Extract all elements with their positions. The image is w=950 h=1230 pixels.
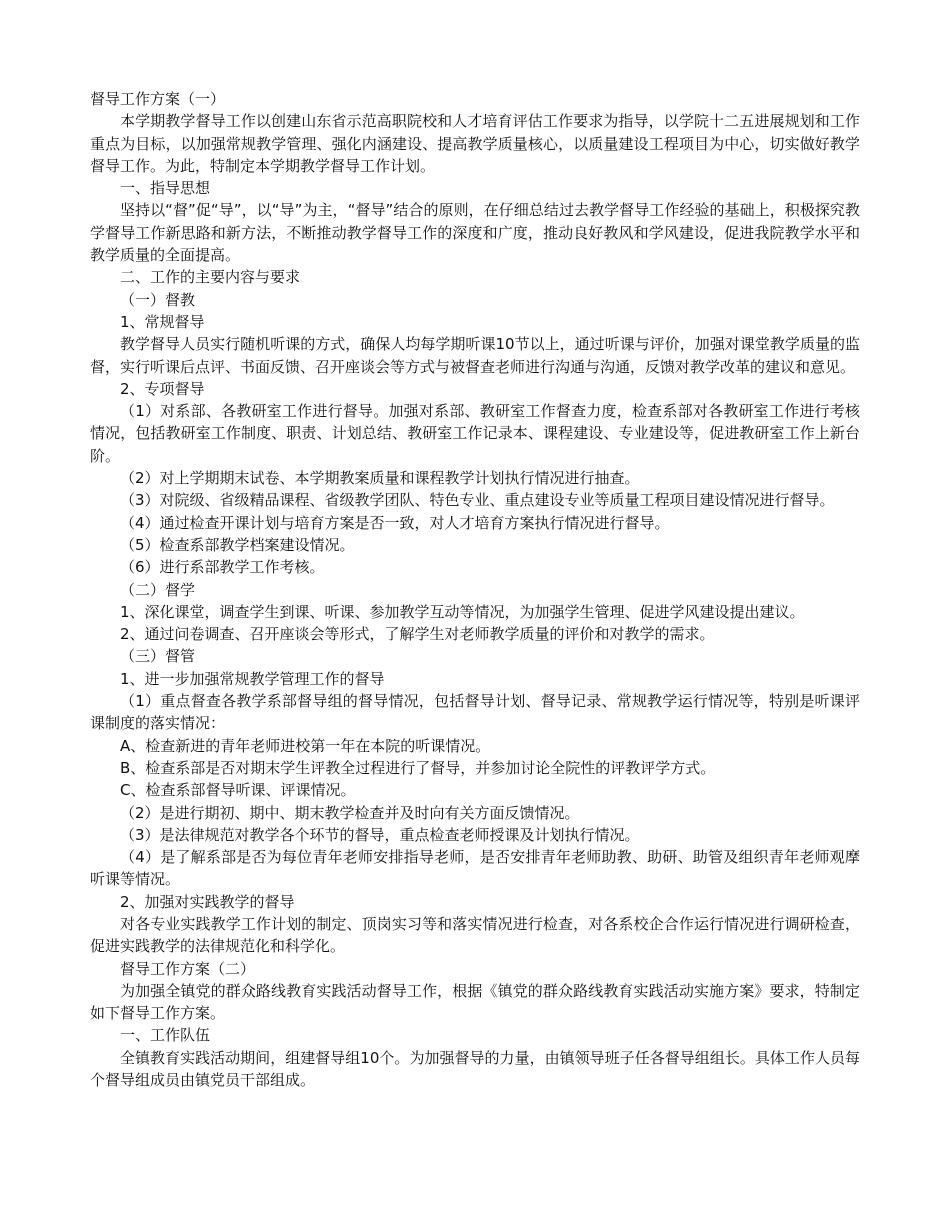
- paragraph: （三）督管: [120, 647, 196, 666]
- paragraph: （4）通过检查开课计划与培育方案是否一致，对人才培育方案执行情况进行督导。: [120, 513, 670, 532]
- paragraph: 教学督导人员实行随机听课的方式，确保人均每学期听课10节以上，通过听课与评价，加强对课堂教学质量的监督，实行听课后点评、书面反馈、召开座谈会等方式与被督查老师进行沟通与沟通，反馈对教学改革的建议和意见。: [90, 335, 860, 376]
- paragraph: 二、工作的主要内容与要求: [120, 268, 301, 287]
- paragraph: （2）是进行期初、期中、期末教学检查并及时向有关方面反馈情况。: [120, 803, 580, 822]
- paragraph: （3）是法律规范对教学各个环节的督导，重点检查老师授课及计划执行情况。: [120, 825, 640, 844]
- paragraph: 2、通过问卷调查、召开座谈会等形式，了解学生对老师教学质量的评价和对教学的需求。: [120, 625, 715, 644]
- paragraph: B、检查系部是否对期末学生评教全过程进行了督导，并参加讨论全院性的评教评学方式。: [120, 758, 716, 777]
- paragraph: C、检查系部督导听课、评课情况。: [120, 781, 356, 800]
- paragraph: （1）重点督查各教学系部督导组的督导情况，包括督导计划、督导记录、常规教学运行情况等，特别是听课评课制度的落实情况：: [90, 692, 860, 733]
- paragraph: 2、专项督导: [120, 379, 205, 398]
- paragraph: （2）对上学期期末试卷、本学期教案质量和课程教学计划执行情况进行抽查。: [120, 469, 640, 488]
- paragraph: 2、加强对实践教学的督导: [120, 892, 295, 911]
- paragraph: （一）督教: [120, 290, 196, 309]
- paragraph: 1、深化课堂，调查学生到课、听课、参加教学互动等情况，为加强学生管理、促进学风建设提出建议。: [120, 602, 805, 621]
- paragraph: 对各专业实践教学工作计划的制定、顶岗实习等和落实情况进行检查，对各系校企合作运行情况进行调研检查，促进实践教学的法律规范化和科学化。: [90, 914, 860, 956]
- paragraph: 本学期教学督导工作以创建山东省示范高职院校和人才培育评估工作要求为指导，以学院十二五进展规划和工作重点为目标，以加强常规教学管理、强化内涵建设、提高教学质量核心，以质量建设工程项目为中心，切实做好教学督导工作。为此，特制定本学期教学督导工作计划。: [90, 112, 860, 175]
- paragraph: 1、进一步加强常规教学管理工作的督导: [120, 669, 385, 688]
- paragraph: 坚持以“督”促“导”，以“导”为主，“督导”结合的原则，在仔细总结过去教学督导工作经验的基础上，积极探究教学督导工作新思路和新方法，不断推动教学督导工作的深度和广度，推动良好教风和学风建设，促进我院教学水平和教学质量的全面提高。: [90, 201, 860, 265]
- paragraph: A、检查新进的青年老师进校第一年在本院的听课情况。: [120, 736, 491, 755]
- paragraph: 1、常规督导: [120, 312, 205, 331]
- paragraph: 为加强全镇党的群众路线教育实践活动督导工作，根据《镇党的群众路线教育实践活动实施方案》要求，特制定如下督导工作方案。: [90, 981, 860, 1023]
- paragraph: 一、指导思想: [120, 179, 211, 198]
- document-title: 督导工作方案（一）: [90, 90, 226, 108]
- paragraph: 一、工作队伍: [120, 1026, 211, 1045]
- paragraph: 督导工作方案（二）: [120, 959, 256, 978]
- paragraph: 全镇教育实践活动期间，组建督导组10个。为加强督导的力量，由镇领导班子任各督导组组长。具体工作人员每个督导组成员由镇党员干部组成。: [90, 1048, 860, 1090]
- paragraph: （6）进行系部教学工作考核。: [120, 558, 325, 577]
- document-body: [90, 88, 860, 1091]
- paragraph: （3）对院级、省级精品课程、省级教学团队、特色专业、重点建设专业等质量工程项目建设情况进行督导。: [120, 491, 835, 510]
- paragraph: （4）是了解系部是否为每位青年老师安排指导老师，是否安排青年老师助教、助研、助管及组织青年老师观摩听课等情况。: [90, 848, 860, 889]
- paragraph: （二）督学: [120, 580, 196, 599]
- paragraph: （1）对系部、各教研室工作进行督导。加强对系部、教研室工作督查力度，检查系部对各教研室工作进行考核情况，包括教研室工作制度、职责、计划总结、教研室工作记录本、课程建设、专业建设等，促进教研室工作上新台阶。: [90, 402, 860, 465]
- paragraph: （5）检查系部教学档案建设情况。: [120, 535, 355, 554]
